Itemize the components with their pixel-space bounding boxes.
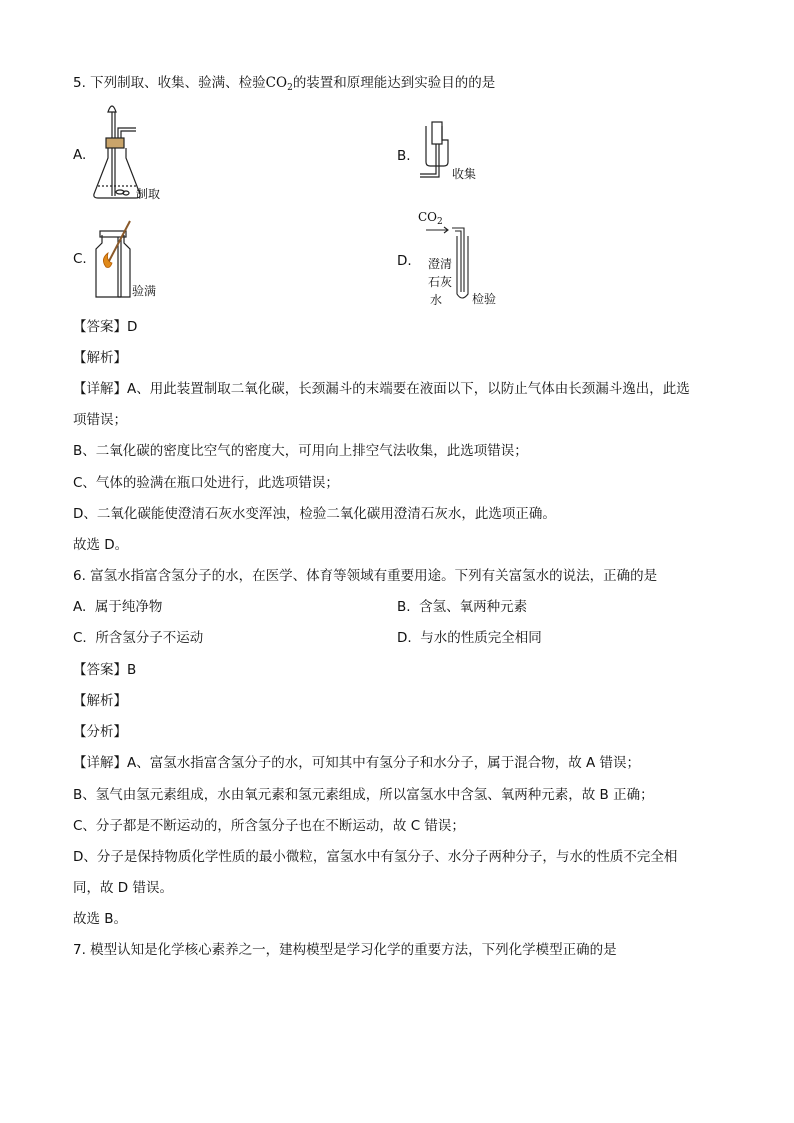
q6-stem: 6. 富氢水指富含氢分子的水，在医学、体育等领域有重要用途。下列有关富氢水的说法，正确的是 xyxy=(73,568,658,584)
q7-stem: 7. 模型认知是化学核心素养之一，建构模型是学习化学的重要方法，下列化学模型正确的是 xyxy=(73,942,617,958)
q6-detail-d2: 同，故 D 错误。 xyxy=(73,880,173,896)
q5-stem: 5. 下列制取、收集、验满、检验$CO_2$的装置和原理能达到实验目的的是 xyxy=(73,75,496,93)
q6-option-d: D. 与水的性质完全相同 xyxy=(397,630,542,646)
q6-detail-c: C、分子都是不断运动的，所含氢分子也在不断运动，故 C 错误； xyxy=(73,818,465,834)
q5-option-a-caption: 制取 xyxy=(136,187,161,201)
q5-detail-line2: 项错误； xyxy=(73,412,127,428)
q5-analysis-title: 【解析】 xyxy=(73,350,127,366)
q5-option-c-caption: 验满 xyxy=(132,284,157,298)
co2-gas-label: $CO_2$ xyxy=(418,210,443,227)
q5-detail-line1: 【详解】A、用此装置制取二氧化碳，长颈漏斗的末端要在液面以下，以防止气体由长颈漏斗逸出，此选 xyxy=(73,381,690,397)
q5-conclusion: 故选 D。 xyxy=(73,537,129,553)
q6-answer: 【答案】B xyxy=(73,662,137,678)
q6-fenxi: 【分析】 xyxy=(73,724,127,740)
q5-option-d-caption: 检验 xyxy=(472,292,497,306)
limewater-label: 澄清 石灰 水 xyxy=(428,257,453,307)
q6-analysis-title: 【解析】 xyxy=(73,693,127,709)
q5-detail-b: B、二氧化碳的密度比空气的密度大，可用向上排空气法收集，此选项错误； xyxy=(73,443,528,459)
q5-option-d-letter: D. xyxy=(397,253,412,269)
q5-option-c-letter: C. xyxy=(73,251,87,267)
q6-option-a: A. 属于纯净物 xyxy=(73,599,163,615)
q5-option-a-letter: A. xyxy=(73,147,87,163)
q5-detail-c: C、气体的验满在瓶口处进行，此选项错误； xyxy=(73,475,339,491)
q5-option-b-letter: B. xyxy=(397,148,411,164)
q5-answer: 【答案】D xyxy=(73,319,138,335)
q6-option-b: B. 含氢、氧两种元素 xyxy=(397,599,528,615)
q5-detail-d: D、二氧化碳能使澄清石灰水变浑浊，检验二氧化碳用澄清石灰水，此选项正确。 xyxy=(73,506,556,522)
q6-option-c: C. 所含氢分子不运动 xyxy=(73,630,204,646)
q6-detail-a: 【详解】A、富氢水指富含氢分子的水，可知其中有氢分子和水分子，属于混合物，故 A 错误； xyxy=(73,755,641,771)
q6-conclusion: 故选 B。 xyxy=(73,911,128,927)
q6-detail-b: B、氢气由氢元素组成，水由氧元素和氢元素组成，所以富氢水中含氢、氧两种元素，故 B 正确； xyxy=(73,787,654,803)
q6-detail-d1: D、分子是保持物质化学性质的最小微粒，富氢水中有氢分子、水分子两种分子，与水的性质不完全相 xyxy=(73,849,678,865)
q5-option-b-caption: 收集 xyxy=(452,167,477,181)
